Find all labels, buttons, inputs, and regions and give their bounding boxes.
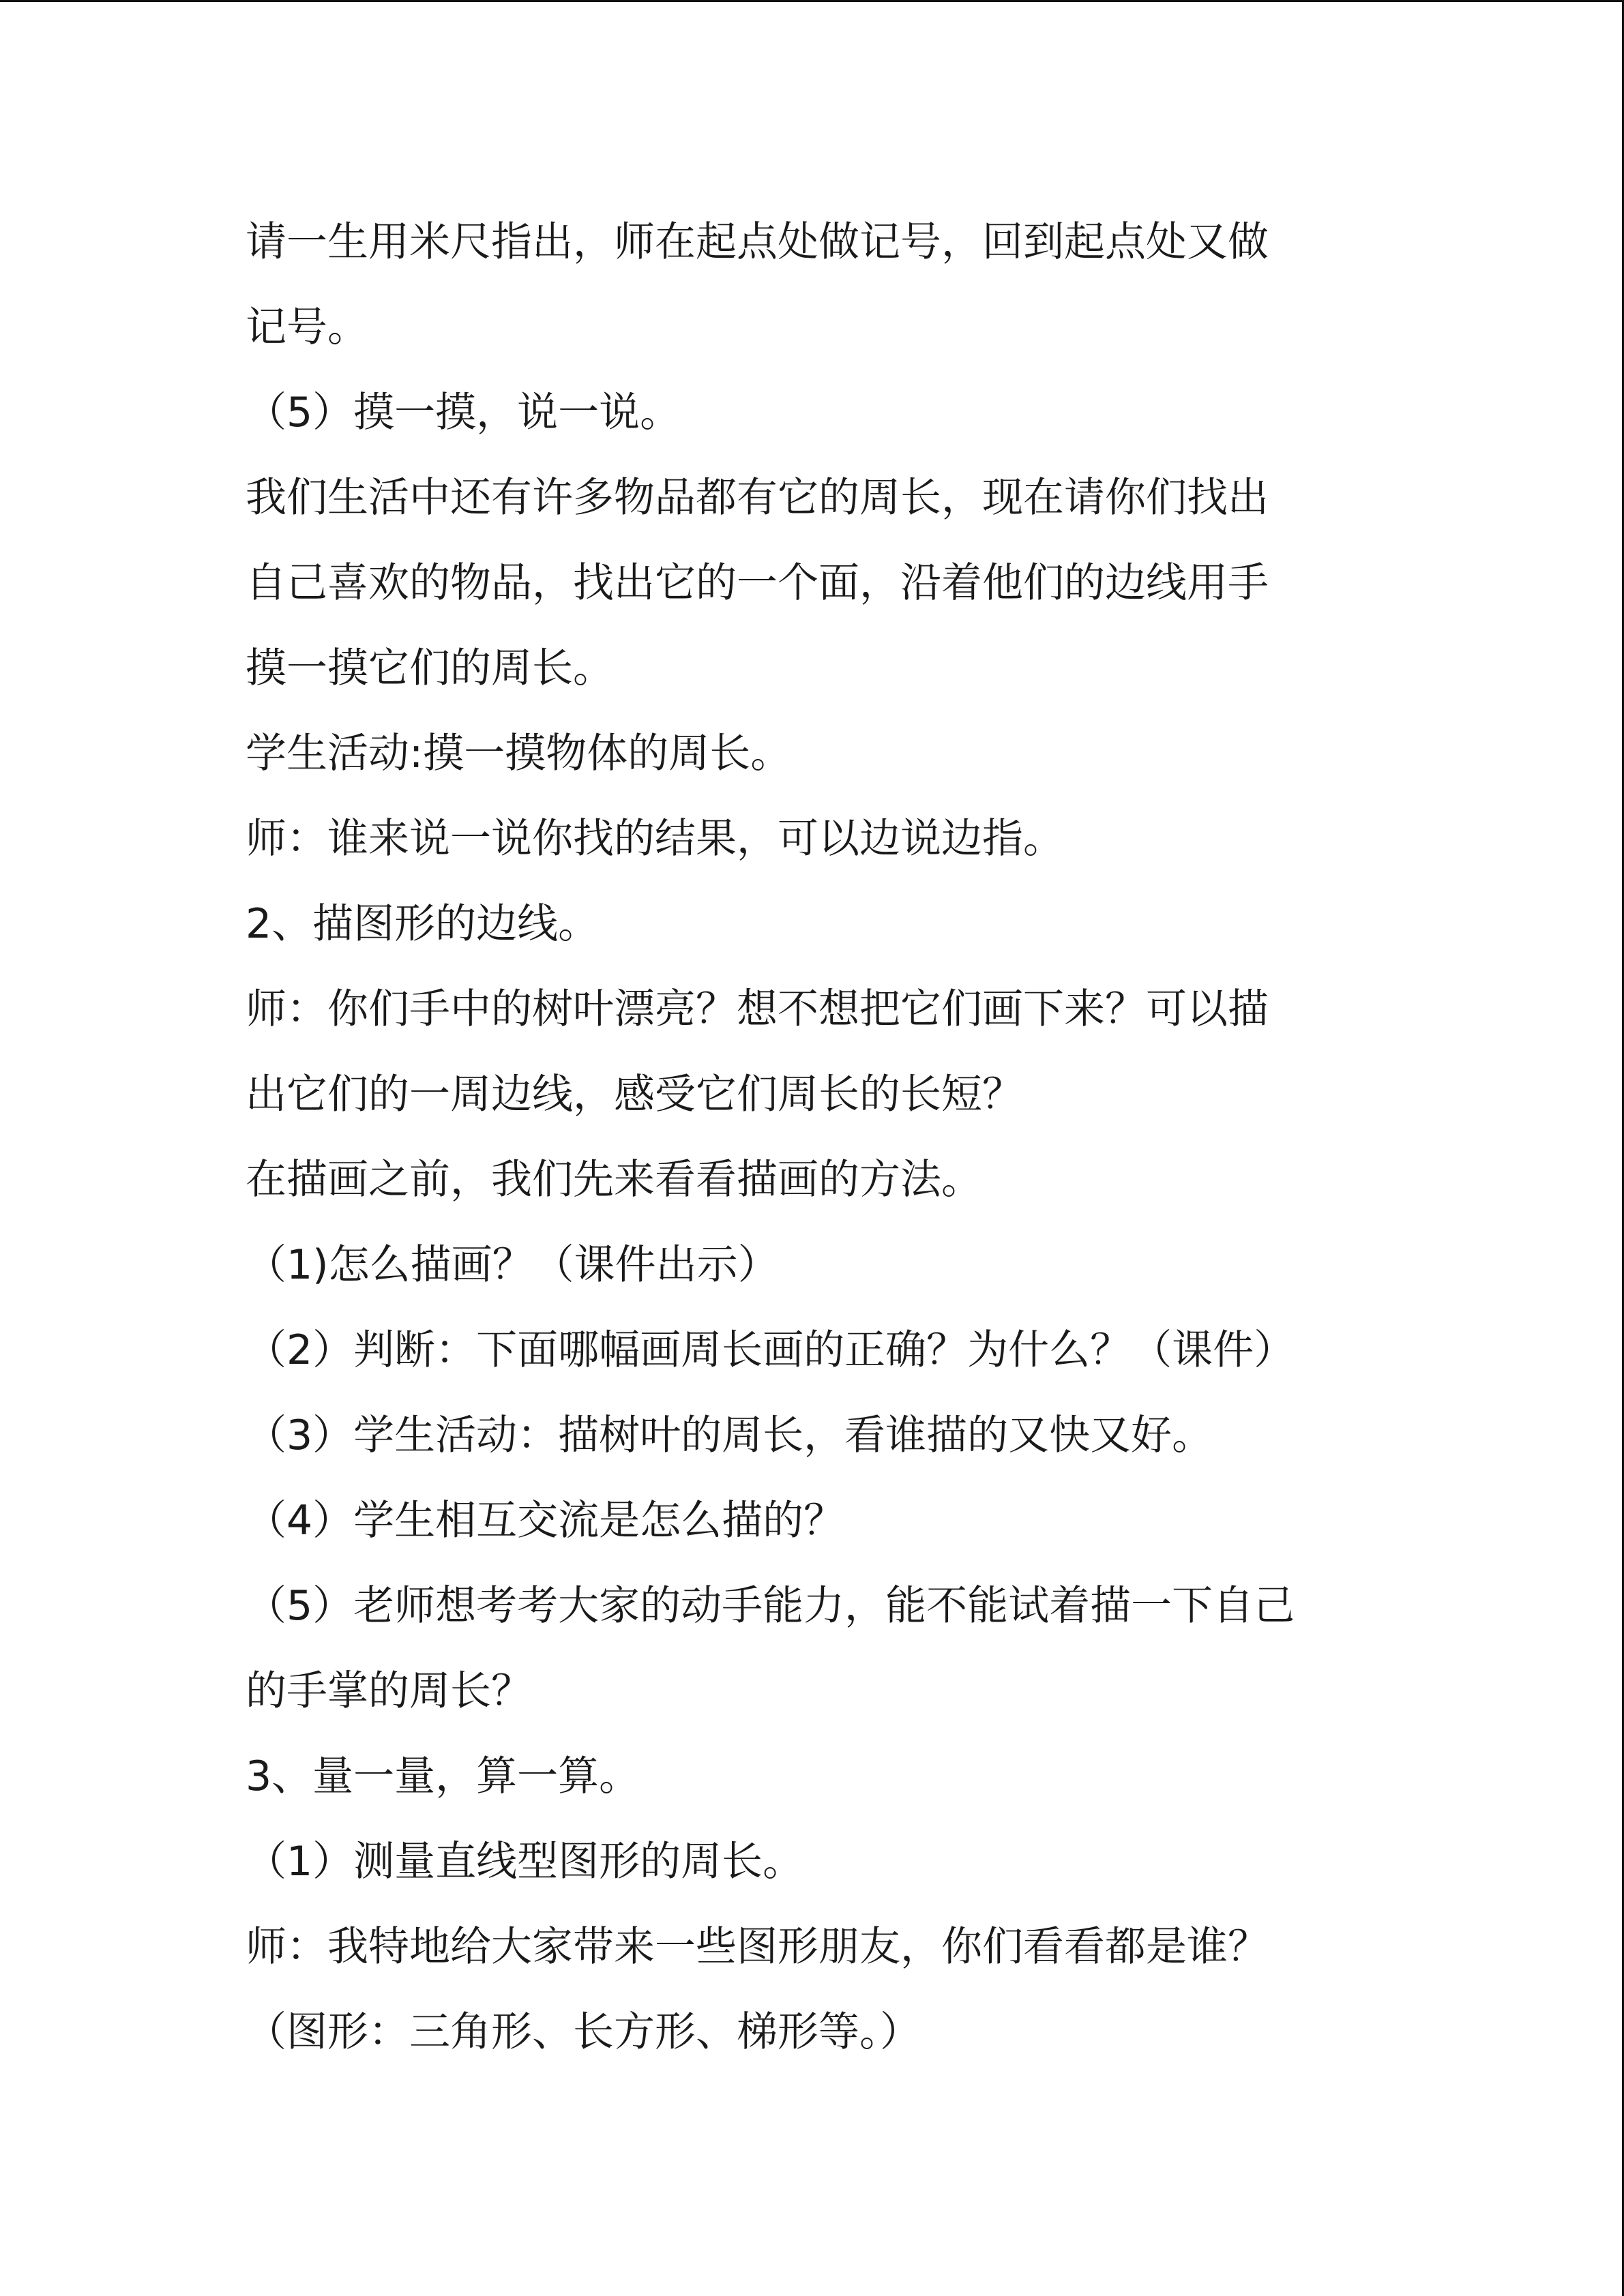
text-line: 请一生用米尺指出，师在起点处做记号，回到起点处又做 <box>246 218 1269 266</box>
text-line: 师：谁来说一说你找的结果，可以边说边指。 <box>246 815 1064 863</box>
text-line: 在描画之前，我们先来看看描画的方法。 <box>246 1156 982 1204</box>
list-item: （3）学生活动：描树叶的周长，看谁描的又快又好。 <box>246 1412 1213 1459</box>
text-line: （5）摸一摸，说一说。 <box>246 389 681 436</box>
section-heading: 3、量一量，算一算。 <box>246 1753 640 1800</box>
document-body <box>246 200 1398 2075</box>
text-line: 出它们的一周边线，感受它们周长的长短？ <box>246 1071 1023 1118</box>
list-item: （1)怎么描画？（课件出示） <box>246 1241 779 1289</box>
text-line: 的手掌的周长？ <box>246 1667 532 1715</box>
text-line: 我们生活中还有许多物品都有它的周长，现在请你们找出 <box>246 474 1269 522</box>
list-item: （4）学生相互交流是怎么描的？ <box>246 1497 845 1545</box>
text-line: 记号。 <box>246 303 368 351</box>
text-line: 摸一摸它们的周长。 <box>246 644 614 692</box>
text-line: （图形：三角形、长方形、梯形等。） <box>246 2008 921 2056</box>
list-item: （1）测量直线型图形的周长。 <box>246 1838 804 1885</box>
text-line: 学生活动:摸一摸物体的周长。 <box>246 730 792 777</box>
text-line: 师：我特地给大家带来一些图形朋友，你们看看都是谁？ <box>246 1923 1269 1971</box>
text-line: 师：你们手中的树叶漂亮？想不想把它们画下来？可以描 <box>246 985 1269 1033</box>
list-item: （2）判断：下面哪幅画周长画的正确？为什么？（课件） <box>246 1326 1295 1374</box>
list-item: （5）老师想考考大家的动手能力，能不能试着描一下自己 <box>246 1582 1295 1630</box>
section-heading: 2、描图形的边线。 <box>246 900 600 948</box>
text-line: 自己喜欢的物品，找出它的一个面，沿着他们的边线用手 <box>246 559 1269 607</box>
